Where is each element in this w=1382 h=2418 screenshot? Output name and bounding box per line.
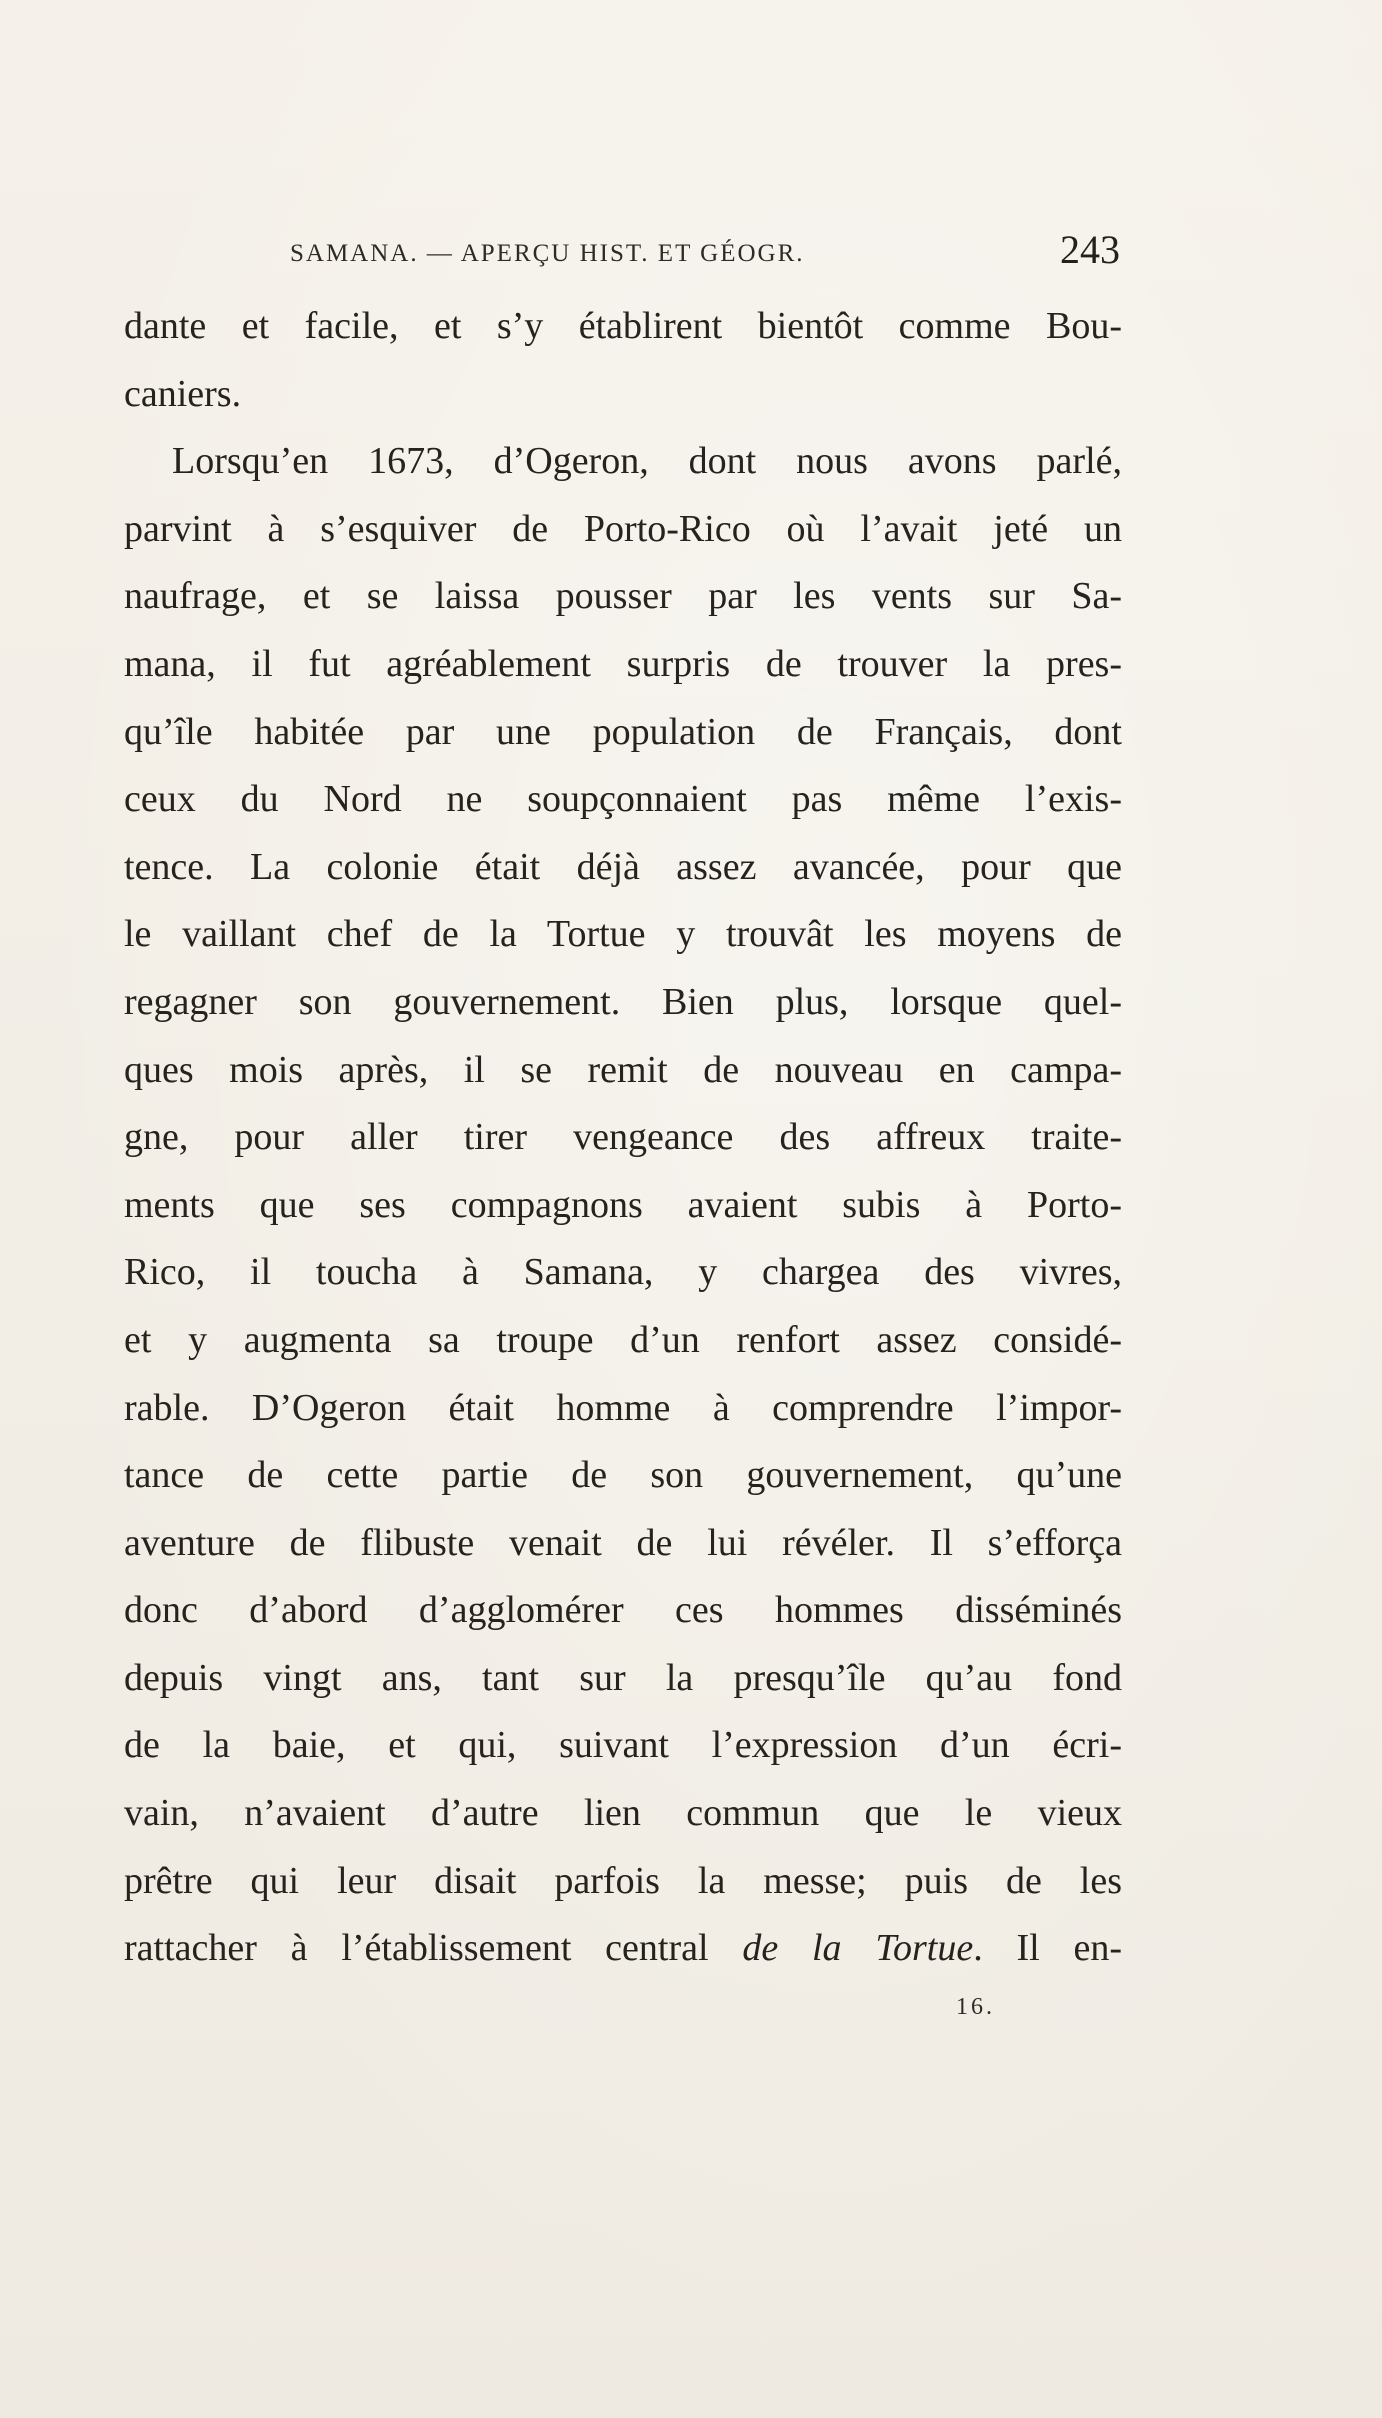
text-line: vain, n’avaient d’autre lien commun que le vieux [124, 1792, 1122, 1835]
text-line: le vaillant chef de la Tortue y trouvât les moyens de [124, 913, 1122, 956]
text-line: naufrage, et se laissa pousser par les vents sur Sa- [124, 575, 1122, 618]
text-segment: rattacher à l’établissement central [124, 1927, 743, 1970]
text-line: ments que ses compagnons avaient subis à Porto- [124, 1183, 1122, 1226]
text-segment: . Il en- [973, 1927, 1122, 1970]
text-line: donc d’abord d’agglomérer ces hommes disséminés [124, 1589, 1122, 1632]
italic-place-name: de la Tortue [742, 1927, 974, 1970]
text-line: ceux du Nord ne soupçonnaient pas même l’exis- [124, 778, 1122, 821]
text-line: et y augmenta sa troupe d’un renfort assez considé- [124, 1318, 1122, 1361]
body-text [124, 293, 1122, 1983]
text-line-last [124, 1915, 1122, 1983]
text-line: parvint à s’esquiver de Porto-Rico où l’avait jeté un [124, 507, 1122, 550]
text-line: regagner son gouvernement. Bien plus, lorsque quel- [124, 980, 1122, 1023]
text-line: mana, il fut agréablement surpris de trouver la pres- [124, 642, 1122, 685]
text-line: qu’île habitée par une population de Français, dont [124, 710, 1122, 753]
running-head: SAMANA. — APERÇU HIST. ET GÉOGR. [290, 240, 805, 267]
text-line: caniers. [124, 372, 242, 415]
text-line: tence. La colonie était déjà assez avancée, pour que [124, 845, 1122, 888]
text-line: gne, pour aller tirer vengeance des affreux traite- [124, 1116, 1122, 1159]
text-line: prêtre qui leur disait parfois la messe; puis de les [124, 1859, 1122, 1902]
signature-mark: 16. [956, 1994, 995, 2020]
text-line: de la baie, et qui, suivant l’expression d’un écri- [124, 1724, 1122, 1767]
page-header [290, 226, 1120, 286]
page-number: 243 [1060, 227, 1120, 272]
text-line: tance de cette partie de son gouvernement, qu’une [124, 1454, 1122, 1497]
text-line: rable. D’Ogeron était homme à comprendre l’impor- [124, 1386, 1122, 1429]
text-line: Rico, il toucha à Samana, y chargea des vivres, [124, 1251, 1122, 1294]
text-line: ques mois après, il se remit de nouveau en campa- [124, 1048, 1122, 1091]
text-line: depuis vingt ans, tant sur la presqu’île qu’au fond [124, 1656, 1122, 1699]
text-line: aventure de flibuste venait de lui révéler. Il s’efforça [124, 1521, 1122, 1564]
text-line: Lorsqu’en 1673, d’Ogeron, dont nous avons parlé, [172, 440, 1122, 483]
text-line: dante et facile, et s’y établirent bientôt comme Bou- [124, 305, 1122, 347]
